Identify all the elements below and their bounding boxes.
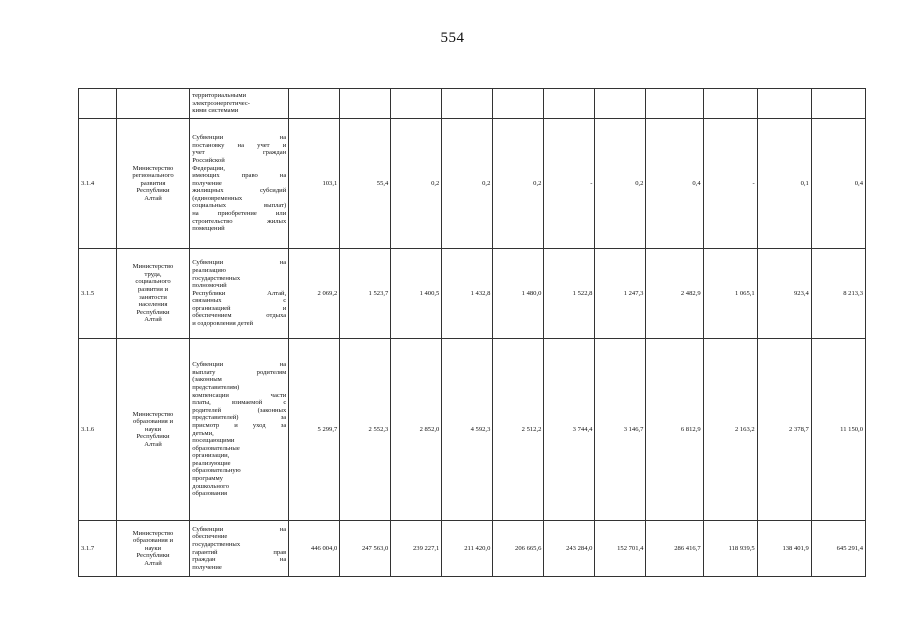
table-row <box>79 339 866 521</box>
table-row <box>79 521 866 577</box>
description-line: постановку на учет и <box>192 141 287 149</box>
description-line: дошкольного <box>192 482 230 490</box>
value-cell <box>340 89 391 119</box>
value-cell: 118 939,5 <box>703 521 757 577</box>
ministry-line: Алтай <box>144 194 162 202</box>
value-cell: 206 665,6 <box>493 521 544 577</box>
value-cell <box>544 89 595 119</box>
value-cell: 0,2 <box>442 119 493 249</box>
value-cell: 4 592,3 <box>442 339 493 521</box>
description-line: программу <box>192 475 223 483</box>
value-cell: 0,2 <box>595 119 646 249</box>
description-line: платы, взимаемой с <box>192 399 287 407</box>
value-cell: 2 378,7 <box>757 339 811 521</box>
value-cell: 2 482,9 <box>646 249 703 339</box>
ministry-line: Алтай <box>144 440 162 448</box>
description-line: государственных <box>192 540 241 548</box>
value-cell: 3 146,7 <box>595 339 646 521</box>
value-cell: 1 523,7 <box>340 249 391 339</box>
value-cell: 211 420,0 <box>442 521 493 577</box>
page-number: 554 <box>440 30 465 46</box>
description-line: государственных <box>192 274 241 282</box>
description-line: учет граждан <box>192 149 287 157</box>
description-line: организацией и <box>192 304 287 312</box>
value-cell: 0,4 <box>646 119 703 249</box>
value-cell: 103,1 <box>289 119 340 249</box>
value-cell: 55,4 <box>340 119 391 249</box>
value-cell <box>442 89 493 119</box>
ministry-line: населения <box>138 301 168 309</box>
value-cell <box>703 89 757 119</box>
description-line: Федерации, <box>192 164 226 172</box>
description-line: посещающими <box>192 437 235 445</box>
ministry-line: труда, <box>144 270 162 278</box>
description-line: реализацию <box>192 266 226 274</box>
value-cell: - <box>703 119 757 249</box>
ministry-line: Министерство <box>132 263 174 271</box>
value-cell: 138 401,9 <box>757 521 811 577</box>
description-cell <box>190 119 289 249</box>
value-cell: 645 291,4 <box>811 521 865 577</box>
value-cell: 8 213,3 <box>811 249 865 339</box>
description-line: (законным <box>192 376 222 384</box>
value-cell: 0,4 <box>811 119 865 249</box>
value-cell <box>811 89 865 119</box>
description-line: Республики Алтай, <box>192 289 287 297</box>
value-cell: 0,2 <box>391 119 442 249</box>
value-cell: 2 069,2 <box>289 249 340 339</box>
description-cell <box>190 339 289 521</box>
description-line: реализующие <box>192 459 231 467</box>
ministry-line: Министерство <box>132 529 174 537</box>
ministry-line: Алтай <box>144 316 162 324</box>
description-line: Субвенции на <box>192 134 287 142</box>
description-line: связанных с <box>192 297 287 305</box>
description-line: строительство жилых <box>192 217 287 225</box>
description-line: социальных выплат) <box>192 202 287 210</box>
description-line: гарантий прав <box>192 548 287 556</box>
description-line: кими системами <box>192 107 239 115</box>
row-code: 3.1.4 <box>79 119 117 249</box>
description-line: детьми, <box>192 429 214 437</box>
description-cell <box>190 521 289 577</box>
ministry-line: Министерство <box>132 410 174 418</box>
value-cell <box>493 89 544 119</box>
ministry-line: Алтай <box>144 559 162 567</box>
ministry-line: Республики <box>136 433 170 441</box>
ministry-cell <box>116 89 189 119</box>
description-line: граждан на <box>192 556 287 564</box>
description-line: организации, <box>192 452 230 460</box>
row-code: 3.1.5 <box>79 249 117 339</box>
value-cell: 446 004,0 <box>289 521 340 577</box>
description-line: обеспечение <box>192 533 228 541</box>
ministry-line: образования и <box>133 418 173 426</box>
ministry-cell <box>116 119 189 249</box>
table-row <box>79 249 866 339</box>
description-line: образования <box>192 490 228 498</box>
value-cell: 1 247,3 <box>595 249 646 339</box>
description-line: компенсации части <box>192 391 287 399</box>
description-line: электроэнергетичес- <box>192 99 250 107</box>
ministry-line: Министерство <box>132 164 174 172</box>
ministry-line: развития и <box>137 285 169 293</box>
description-line: Субвенции на <box>192 259 287 267</box>
row-code: 3.1.6 <box>79 339 117 521</box>
description-line: помещений <box>192 225 225 233</box>
ministry-line: развития <box>140 179 166 187</box>
value-cell: 152 701,4 <box>595 521 646 577</box>
ministry-cell <box>116 339 189 521</box>
description-line: представителей) за <box>192 414 287 422</box>
description-line: имеющих право на <box>192 172 287 180</box>
value-cell: 5 299,7 <box>289 339 340 521</box>
description-line: Субвенции на <box>192 525 287 533</box>
ministry-line: образования и <box>133 537 173 545</box>
ministry-line: Республики <box>136 187 170 195</box>
value-cell: 1 432,8 <box>442 249 493 339</box>
value-cell: 2 512,2 <box>493 339 544 521</box>
ministry-line: социального <box>135 278 171 286</box>
value-cell: 0,2 <box>493 119 544 249</box>
value-cell: 247 563,0 <box>340 521 391 577</box>
description-line: получение <box>192 179 222 187</box>
description-cell <box>190 89 289 119</box>
budget-table <box>78 88 866 577</box>
value-cell: 2 552,3 <box>340 339 391 521</box>
description-cell <box>190 249 289 339</box>
table-row <box>79 89 866 119</box>
value-cell: 0,1 <box>757 119 811 249</box>
value-cell: 3 744,4 <box>544 339 595 521</box>
description-line: обеспечением отдыха <box>192 312 287 320</box>
description-line: присмотр и уход за <box>192 421 287 429</box>
description-line: жилищных субсидий <box>192 187 287 195</box>
row-code: 3.1.7 <box>79 521 117 577</box>
ministry-cell <box>116 249 189 339</box>
ministry-line: Республики <box>136 308 170 316</box>
description-line: Российской <box>192 156 225 164</box>
value-cell: 1 480,0 <box>493 249 544 339</box>
value-cell: 243 284,0 <box>544 521 595 577</box>
value-cell <box>757 89 811 119</box>
ministry-cell <box>116 521 189 577</box>
value-cell: - <box>544 119 595 249</box>
description-line: образовательные <box>192 444 240 452</box>
value-cell: 1 522,8 <box>544 249 595 339</box>
value-cell: 923,4 <box>757 249 811 339</box>
value-cell <box>289 89 340 119</box>
value-cell: 11 150,0 <box>811 339 865 521</box>
row-code <box>79 89 117 119</box>
description-line: на приобретение или <box>192 210 287 218</box>
description-line: и оздоровления детей <box>192 320 254 328</box>
ministry-line: Республики <box>136 552 170 560</box>
value-cell: 1 065,1 <box>703 249 757 339</box>
description-line: выплату родителям <box>192 368 287 376</box>
description-line: полномочий <box>192 282 227 290</box>
value-cell <box>646 89 703 119</box>
value-cell: 6 812,9 <box>646 339 703 521</box>
ministry-line: науки <box>144 544 162 552</box>
value-cell <box>595 89 646 119</box>
value-cell: 239 227,1 <box>391 521 442 577</box>
ministry-line: регионального <box>132 172 174 180</box>
value-cell <box>391 89 442 119</box>
table-row <box>79 119 866 249</box>
description-line: родителей (законных <box>192 406 287 414</box>
value-cell: 1 400,5 <box>391 249 442 339</box>
description-line: (единовременных <box>192 194 243 202</box>
description-line: территориальными <box>192 92 247 100</box>
description-line: представителям) <box>192 383 240 391</box>
description-line: получение <box>192 563 222 571</box>
ministry-line: науки <box>144 425 162 433</box>
description-line: Субвенции на <box>192 361 287 369</box>
value-cell: 2 852,0 <box>391 339 442 521</box>
ministry-line: занятости <box>139 293 167 301</box>
value-cell: 286 416,7 <box>646 521 703 577</box>
description-line: образовательную <box>192 467 241 475</box>
value-cell: 2 163,2 <box>703 339 757 521</box>
